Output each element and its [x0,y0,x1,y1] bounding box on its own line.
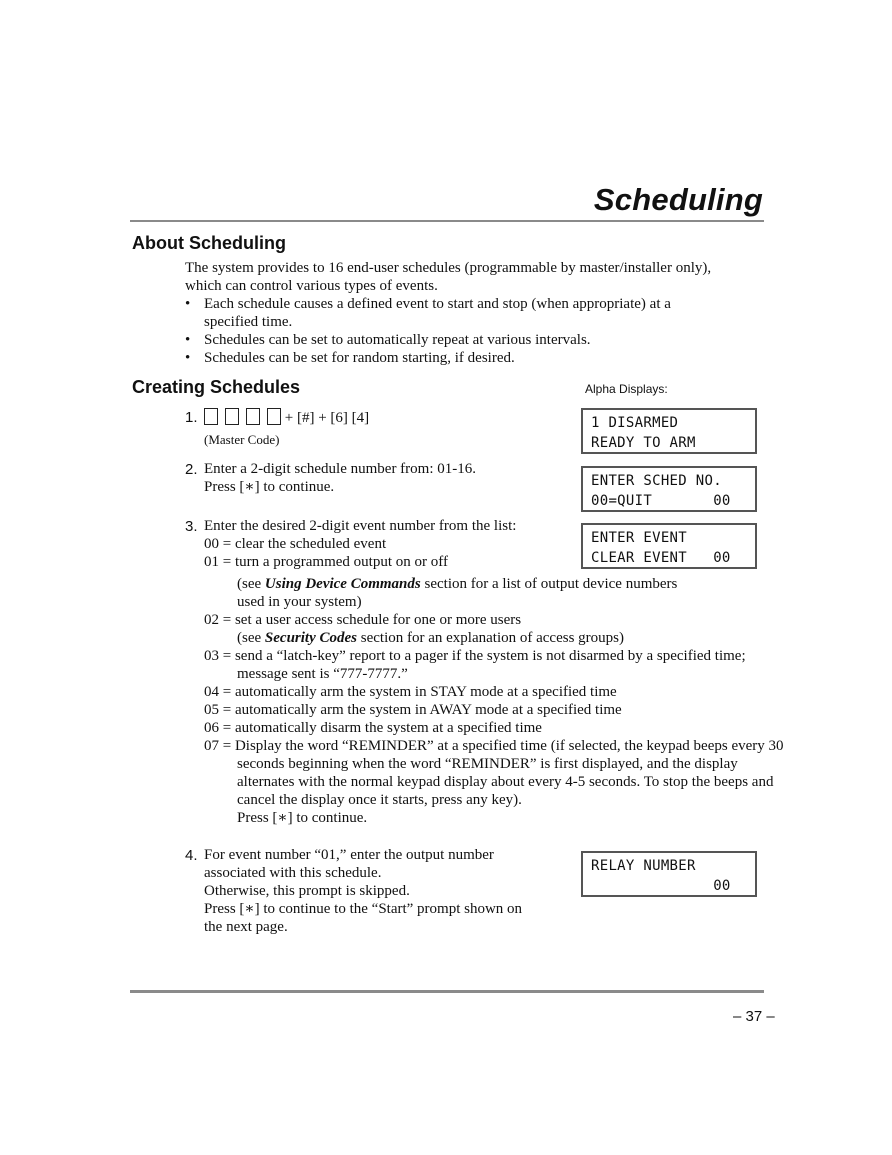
bullet-item: • Each schedule causes a defined event to start and stop (when appropriate) at a specified time. [185,295,785,331]
master-code-caption: (Master Code) [204,432,280,447]
reference-using-device-commands: Using Device Commands [264,576,421,592]
step-line: Enter the desired 2-digit event number from the list: [204,518,517,534]
reference-security-codes: Security Codes [264,630,357,646]
event-item: 07 = Display the word “REMINDER” at a specified time (if selected, the keypad beeps every 30 seconds beginning when the word “REMINDER” is first displayed, and the display alternates with the normal keypad display about every 4-5 seconds. To stop the beeps and cancel the display once it starts, press any key). [204,738,784,808]
step1-master-code [204,408,369,427]
step-line: Press [∗] to continue. [204,479,335,495]
lcd-line: ENTER SCHED NO. [591,473,722,489]
lcd-display-sched-no [581,466,757,512]
bullet-item: • Schedules can be set to automatically repeat at various intervals. [185,331,785,349]
step-line: For event number “01,” enter the output number [204,847,494,863]
step2-text [204,460,574,496]
header-divider [130,220,764,222]
step3-event-list [204,517,784,827]
lcd-line: CLEAR EVENT 00 [591,550,731,566]
step1-keys: + [#] + [6] [4] [284,410,370,426]
lcd-line: 00=QUIT 00 [591,493,731,509]
step-line: the next page. [204,919,288,935]
event-item: 06 = automatically disarm the system at a specified time [204,720,542,736]
step-number: 4. [185,847,198,864]
event-note: (see Using Device Commands section for a list of output device numbers used in your system) [237,576,678,610]
page-title: Scheduling [593,182,763,217]
lcd-line: READY TO ARM [591,435,696,451]
lcd-display-disarmed [581,408,757,454]
alpha-displays-label: Alpha Displays: [585,382,668,396]
step-number: 2. [185,461,198,478]
page-number: – 37 – [733,1008,775,1025]
section-heading-creating: Creating Schedules [132,377,301,397]
step-line: associated with this schedule. [204,865,382,881]
step-line: Press [∗] to continue. [237,810,368,826]
event-item: 05 = automatically arm the system in AWAY mode at a specified time [204,702,622,718]
step-line: Press [∗] to continue to the “Start” prompt shown on [204,901,523,917]
code-digit-box [246,408,260,425]
code-digit-box [267,408,281,425]
event-item: 02 = set a user access schedule for one or more users [204,612,522,628]
step-line: Enter a 2-digit schedule number from: 01-16. [204,461,477,477]
section-heading-about: About Scheduling [132,233,286,253]
footer-divider [130,990,764,993]
about-intro [185,259,785,367]
step-number: 3. [185,518,198,535]
lcd-line: RELAY NUMBER [591,858,696,874]
step-number: 1. [185,409,198,426]
event-note: (see Security Codes section for an explanation of access groups) [237,630,624,646]
lcd-display-relay [581,851,757,897]
bullet-item: • Schedules can be set for random starting, if desired. [185,349,785,367]
lcd-line: 00 [591,878,731,894]
about-intro-line: which can control various types of events. [185,278,438,294]
lcd-line: ENTER EVENT [591,530,688,546]
lcd-line: 1 DISARMED [591,415,679,431]
event-item: 04 = automatically arm the system in STAY mode at a specified time [204,684,617,700]
master-code-boxes [204,408,281,425]
about-bullet-list [185,295,785,367]
step-line: Otherwise, this prompt is skipped. [204,883,410,899]
code-digit-box [204,408,218,425]
event-item: 01 = turn a programmed output on or off [204,554,448,570]
event-item: 03 = send a “latch-key” report to a pager if the system is not disarmed by a specified time; message sent is “777-7777.” [204,648,746,682]
step4-text [204,846,574,936]
event-item: 00 = clear the scheduled event [204,536,387,552]
code-digit-box [225,408,239,425]
about-intro-line: The system provides to 16 end-user schedules (programmable by master/installer only), [185,260,712,276]
